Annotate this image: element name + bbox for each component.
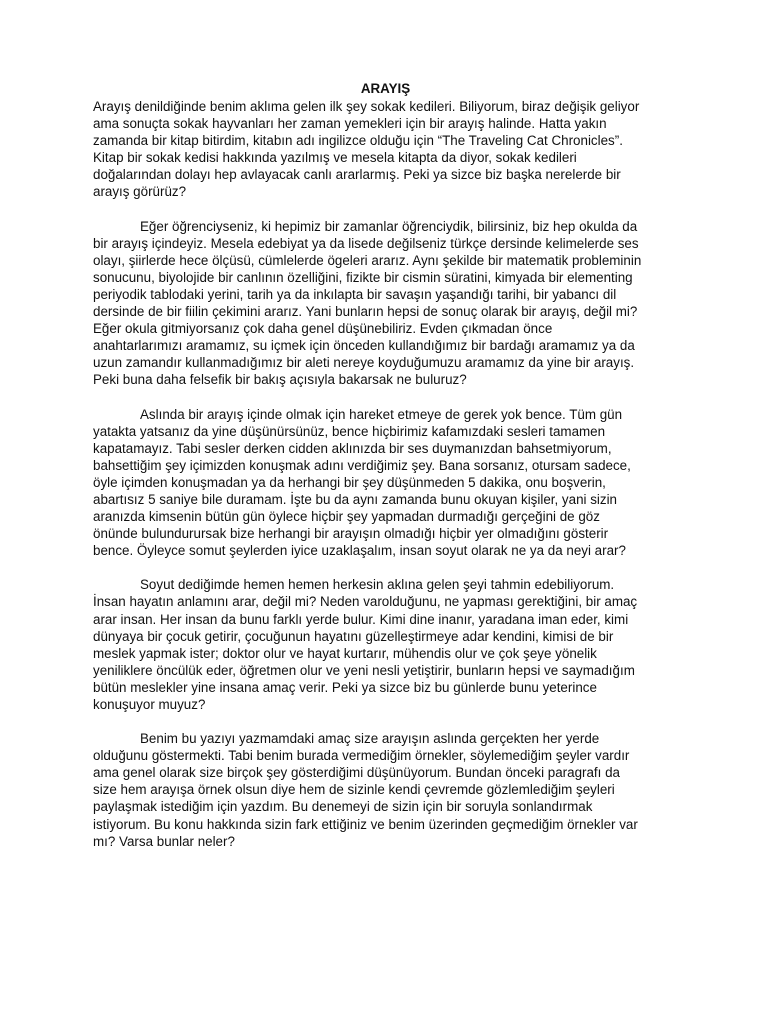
- paragraph-line: olayı, şiirlerde hece ölçüsü, cümlelerde ögeleri ararız. Aynı şekilde bir matematik probleminin: [93, 252, 642, 268]
- paragraph-line: bütün meslekler yine insana amaç verir. Peki ya sizce biz bu günlerde bunu yeterince: [93, 679, 597, 695]
- paragraph-line: Benim bu yazıyı yazmamdaki amaç size arayışın aslında gerçekten her yerde: [140, 731, 600, 747]
- paragraph-line: paylaşmak istediğim için yazdım. Bu denemeyi de sizin için bir soruyla sonlandırmak: [93, 799, 593, 815]
- paragraph-2: [93, 218, 678, 389]
- paragraph-line: bir arayış içindeyiz. Mesela edebiyat ya da lisede değilseniz türkçe dersinde kelimelerde ses: [93, 235, 639, 251]
- paragraph-line: konuşuyor muyuz?: [93, 697, 206, 712]
- paragraph-line: periyodik tablodaki yerini, tarih ya da inkılapta bir savaşın yaşandığı tarihi, bir yabancı dil: [93, 286, 617, 302]
- paragraph-line: önünde bulundurursak bize herhangi bir arayışın olmadığı hiçbir yer olmadığını gösterir: [93, 526, 609, 542]
- paragraph-4: [93, 576, 678, 713]
- document-title: ARAYIŞ: [360, 81, 411, 96]
- paragraph-line: yeniliklere öncülük eder, öğretmen olur ve yeni nesli yetiştirir, bunların hepsi ve saymadığım: [93, 662, 635, 678]
- paragraph-line: abartısız 5 saniye bile duramam. İşte bu da aynı zamanda bunu okuyan kişiler, yani sizin: [93, 491, 618, 507]
- paragraph-line: Kitap bir sokak kedisi hakkında yazılmış ve mesela kitapta da diyor, sokak kedileri: [93, 150, 577, 166]
- paragraph-5: [93, 730, 678, 850]
- paragraph-line: istiyorum. Bu konu hakkında sizin fark ettiğiniz ve benim üzerinden geçmediğim örnekler var: [93, 816, 638, 832]
- paragraph-line: size hem arayışa örnek olsun diye hem de sizinle kendi çevremde gözlemlediğim şeyleri: [93, 782, 615, 798]
- paragraph-line: Peki buna daha felsefik bir bakış açısıyla bakarsak ne buluruz?: [93, 372, 467, 388]
- paragraph-line: mı? Varsa bunlar neler?: [93, 833, 235, 849]
- paragraph-line: olduğunu göstermekti. Tabi benim burada vermediğim örnekler, söylemediğim şeyler vardır: [93, 748, 630, 764]
- paragraph-line: Soyut dediğimde hemen hemen herkesin aklına gelen şeyi tahmin edebiliyorum.: [140, 577, 615, 593]
- paragraph-line: ama sonuçta sokak hayvanları her zaman yemekleri için bir arayış halinde. Hatta yakın: [93, 116, 607, 132]
- paragraph-line: bahsettiğim şey içimizden konuşmak adını verdiğimiz şey. Bana sorsanız, otursam sadece,: [93, 457, 631, 473]
- paragraph-line: bence. Öyleyce somut şeylerden iyice uzaklaşalım, insan soyut olarak ne ya da neyi arar?: [93, 543, 626, 559]
- paragraph-line: ama genel olarak size birçok şey gösterdiğimi düşünüyorum. Bundan önceki paragrafı da: [93, 765, 620, 781]
- paragraph-line: Eğer öğrenciyseniz, ki hepimiz bir zamanlar öğrenciydik, bilirsiniz, biz hep okulda da: [140, 218, 638, 234]
- paragraph-line: arayış görürüz?: [93, 184, 187, 200]
- paragraph-line: anahtarlarımızı aramamız, su içmek için önceden kullandığımız bir bardağı aramamız ya da: [93, 338, 635, 354]
- paragraph-line: dersinde de bir fiilin çekimini ararız. Yani bunların hepsi de sonuç olarak bir arayış, değil mi?: [93, 304, 638, 320]
- paragraph-line: dünyaya bir çocuk getirir, çocuğunun hayatını güzelleştirmeye adar kendini, kimisi de bir: [93, 628, 614, 644]
- paragraph-line: doğalarından dolayı hep avlayacak canlı ararlarmış. Peki ya sizce biz başka nerelerde bir: [93, 167, 621, 183]
- paragraph-line: uzun zamandır kullanmadığımız bir aleti nereye koyduğumuzu aramamız da yine bir arayış.: [93, 355, 635, 371]
- paragraph-line: Aslında bir arayış içinde olmak için hareket etmeye de gerek yok bence. Tüm gün: [140, 406, 623, 422]
- paragraph-line: öyle içimden konuşmadan ya da herhangi bir şey düşünmeden 5 dakika, onu boşverin,: [93, 474, 606, 490]
- paragraph-line: Arayış denildiğinde benim aklıma gelen ilk şey sokak kedileri. Biliyorum, biraz değişik geliyor: [93, 99, 640, 114]
- paragraph-line: zamanda bir kitap bitirdim, kitabın adı ingilizce olduğu için “The Traveling Cat Chronicles”.: [93, 133, 623, 149]
- paragraph-1: [93, 98, 678, 201]
- paragraph-line: kapatamayız. Tabi sesler derken cidden aklınızda bir ses duymanızdan bahsetmiyorum,: [93, 440, 612, 456]
- paragraph-line: meslek yapmak ister; doktor olur ve hayat kurtarır, mühendis olur ve çok şeye yönelik: [93, 645, 597, 661]
- paragraph-line: sonucunu, biyolojide bir canlının özelliğini, fizikte bir cismin süratini, kimyada bir elementing: [93, 269, 633, 285]
- paragraph-line: yatakta yatsanız da yine düşünürsünüz, bence hiçbirimiz kafamızdaki sesleri tamamen: [93, 423, 606, 439]
- paragraph-line: aranızda kimsenin bütün gün öylece hiçbir şey yapmadan durmadığı gerçeğini de göz: [93, 509, 600, 525]
- paragraph-line: Eğer okula gitmiyorsanız çok daha genel düşünebiliriz. Evden çıkmadan önce: [93, 321, 553, 337]
- paragraph-line: İnsan hayatın anlamını arar, değil mi? Neden varolduğunu, ne yapması gerektiğini, bir amaç: [93, 594, 638, 610]
- paragraph-line: arar insan. Her insan da bunu farklı yerde bulur. Kimi dine inanır, yaradana iman eder, kimi: [93, 611, 629, 627]
- paragraph-3: [93, 406, 678, 560]
